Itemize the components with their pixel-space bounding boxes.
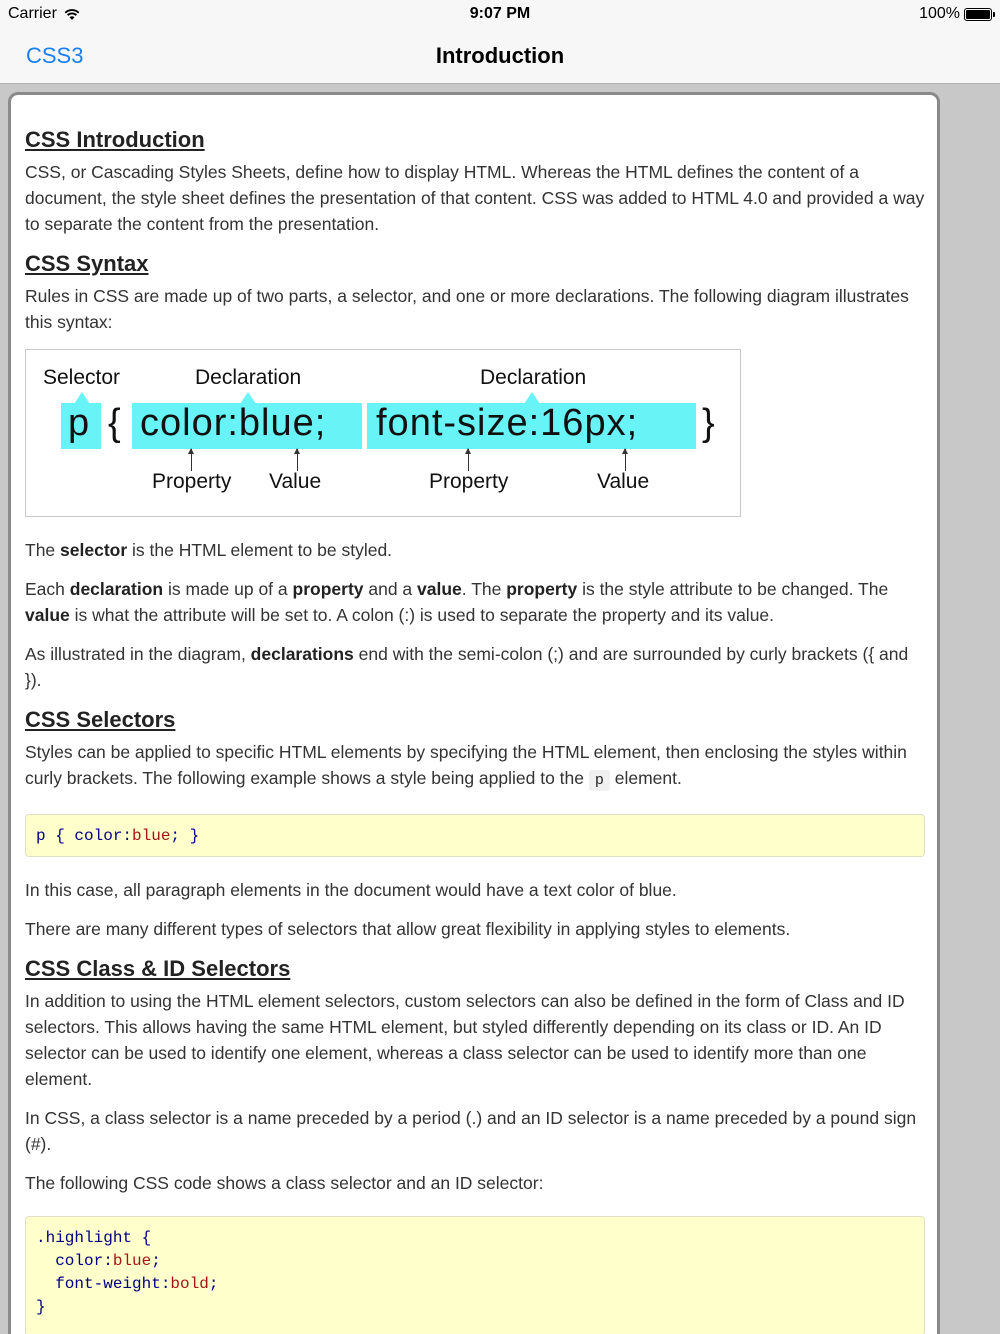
diagram-declaration-code: font-size:16px; — [376, 402, 639, 444]
diagram-declaration-label: Declaration — [480, 366, 587, 389]
diagram-value-label: Value — [597, 470, 650, 493]
battery-indicator — [919, 5, 992, 23]
diagram-selector-code: p — [68, 402, 91, 444]
property-arrow — [191, 449, 192, 471]
syntax-paragraph: Rules in CSS are made up of two parts, a selector, and one or more declarations. The following diagram illustrates this syntax: — [25, 286, 909, 332]
diagram-selector-label: Selector — [43, 366, 121, 389]
selectors-paragraph: Styles can be applied to specific HTML elements by specifying the HTML element, then enclosing the styles within curly brackets. The following example shows a style being applied to the p element. — [25, 742, 907, 789]
code-example-class-selector: .highlight { color:blue; font-weight:bold; } — [25, 1216, 925, 1334]
diagram-declaration-code: color:blue; — [140, 402, 327, 444]
heading-css-selectors: CSS Selectors — [25, 707, 176, 732]
class-id-paragraph: In addition to using the HTML element selectors, custom selectors can also be defined in the form of Class and ID selectors. This allows having the same HTML element, but styled differently depending on its class or ID. An ID selector can be used to identify one element, whereas a class selector can be used to identify more than one element. — [25, 991, 905, 1089]
status-bar — [0, 0, 1000, 30]
navigation-bar — [0, 30, 1000, 84]
paragraph-selector-types: There are many different types of selectors that allow great flexibility in applying styles to elements. — [25, 919, 791, 939]
inline-code-p: p — [589, 770, 610, 791]
carrier-label: Carrier — [8, 5, 57, 22]
heading-css-introduction: CSS Introduction — [25, 127, 205, 152]
diagram-property-label: Property — [152, 470, 232, 493]
value-arrow — [625, 449, 626, 471]
battery-percent: 100% — [919, 5, 960, 22]
diagram-value-label: Value — [269, 470, 322, 493]
property-arrow — [468, 449, 469, 471]
status-time: 9:07 PM — [469, 5, 531, 22]
value-arrow — [297, 449, 298, 471]
code-example-selector: p { color:blue; } — [25, 814, 925, 857]
diagram-close-brace: } — [702, 402, 716, 444]
content-card[interactable] — [8, 92, 940, 1334]
diagram-open-brace: { — [108, 402, 122, 444]
class-id-syntax-paragraph: In CSS, a class selector is a name preceded by a period (.) and an ID selector is a name preceded by a pound sign (#). — [25, 1108, 917, 1154]
article-content — [25, 125, 925, 1334]
declarations-end-description: As illustrated in the diagram, declarations end with the semi-colon (;) and are surrounded by curly brackets ({ and }). — [25, 644, 909, 690]
class-id-example-intro: The following CSS code shows a class selector and an ID selector: — [25, 1173, 544, 1193]
syntax-diagram — [25, 349, 741, 517]
intro-paragraph: CSS, or Cascading Styles Sheets, define how to display HTML. Whereas the HTML defines the content of a document, the style sheet defines the presentation of that content. CSS was added to HTML 4.0 and provided a way to separate the content from the presentation. — [25, 162, 925, 234]
selector-description: The selector is the HTML element to be styled. — [25, 540, 393, 560]
diagram-declaration-label: Declaration — [195, 366, 302, 389]
diagram-property-label: Property — [429, 470, 509, 493]
paragraph-blue-text: In this case, all paragraph elements in the document would have a text color of blue. — [25, 880, 677, 900]
heading-css-syntax: CSS Syntax — [25, 251, 149, 276]
page-title: Introduction — [435, 43, 565, 68]
heading-css-class-id-selectors: CSS Class & ID Selectors — [25, 956, 291, 981]
declaration-description: Each declaration is made up of a property and a value. The property is the style attribute to be changed. The value is what the attribute will be set to. A colon (:) is used to separate the property and its value. — [25, 579, 889, 625]
back-button[interactable]: CSS3 — [26, 43, 84, 68]
battery-icon — [964, 8, 992, 21]
